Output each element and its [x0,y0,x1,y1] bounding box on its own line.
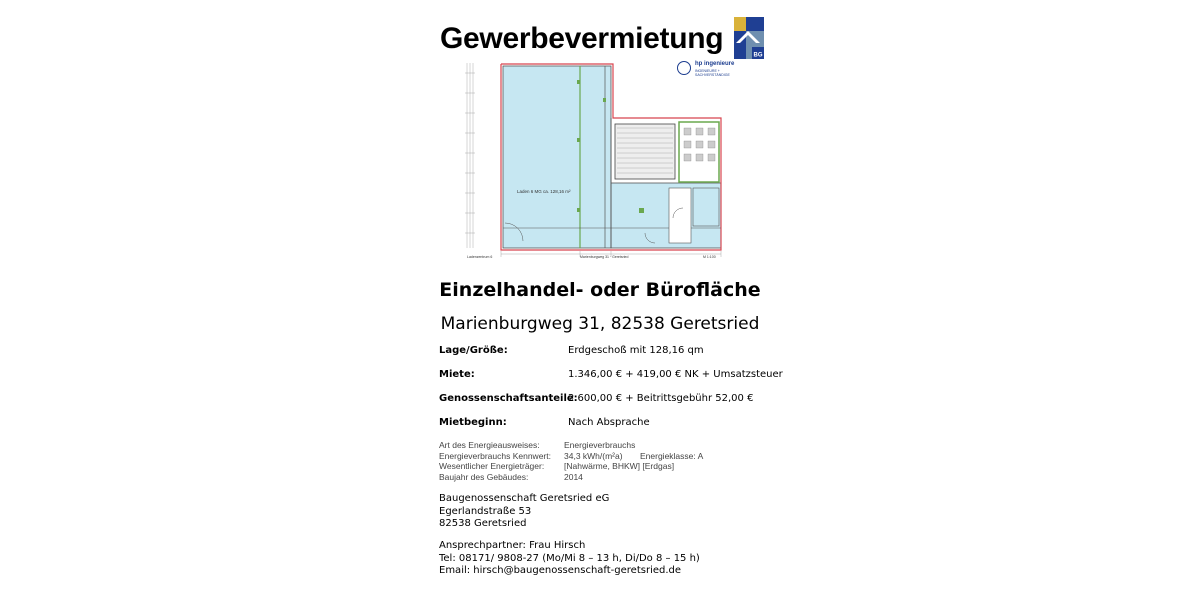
contact-person: Ansprechpartner: Frau Hirsch [439,540,586,551]
bg-logo-text: BG [753,52,763,59]
energy-key: Baujahr des Gebäudes: [439,471,529,482]
floor-plan [465,58,735,260]
plan-right-label: M 1:100 [703,255,716,259]
contact-email[interactable]: Email: hirsch@baugenossenschaft-geretsried.de [439,565,682,576]
contact-phone: Tel: 08171/ 9808-27 (Mo/Mi 8 – 13 h, Di/Do 8 – 15 h) [439,552,700,564]
detail-label: Genossenschaftsanteile: [439,393,578,404]
hp-logo-name: hp ingenieure [695,61,735,67]
detail-label: Miete: [439,369,475,380]
listing-heading: Einzelhandel- oder Bürofläche [439,279,761,301]
plan-left-label: Ladenzentrum 6 [467,255,493,259]
detail-label: Lage/Größe: [439,345,508,356]
baugenossenschaft-logo [734,17,764,59]
energy-key: Wesentlicher Energieträger: [439,461,545,471]
landlord-address [439,493,609,531]
energy-value: 2014 [564,471,583,482]
detail-value: 2.600,00 € + Beitrittsgebühr 52,00 € [568,393,754,404]
energy-key: Art des Energieausweises: [439,440,540,450]
energy-value: Energieverbrauchs [564,440,636,450]
room-label: Laden 6 MG ca. 128,16 m² [517,189,571,194]
detail-label: Mietbeginn: [439,417,507,428]
landlord-street: Egerlandstraße 53 [439,505,532,517]
detail-value: Erdgeschoß mit 128,16 qm [568,345,704,356]
detail-value: 1.346,00 € + 419,00 € NK + Umsatzsteuer [568,369,783,380]
plan-center-label: Marienburgweg 31 · Geretsried [580,255,629,259]
contact-info [439,540,700,578]
energy-class: Energieklasse: A [640,450,704,461]
landlord-name: Baugenossenschaft Geretsried eG [439,493,610,504]
detail-value: Nach Absprache [568,417,650,428]
landlord-city: 82538 Geretsried [439,518,527,529]
energy-value: 34,3 kWh/(m²a) [564,450,623,461]
hp-logo-subtitle: INGENIEURE + SACHVERSTÄNDIGE [695,69,730,77]
document-title: Gewerbevermietung [440,22,724,55]
listing-address: Marienburgweg 31, 82538 Geretsried [440,314,760,334]
energy-value: [Nahwärme, BHKW] [Erdgas] [564,461,675,471]
energy-key: Energieverbrauchs Kennwert: [439,450,551,461]
